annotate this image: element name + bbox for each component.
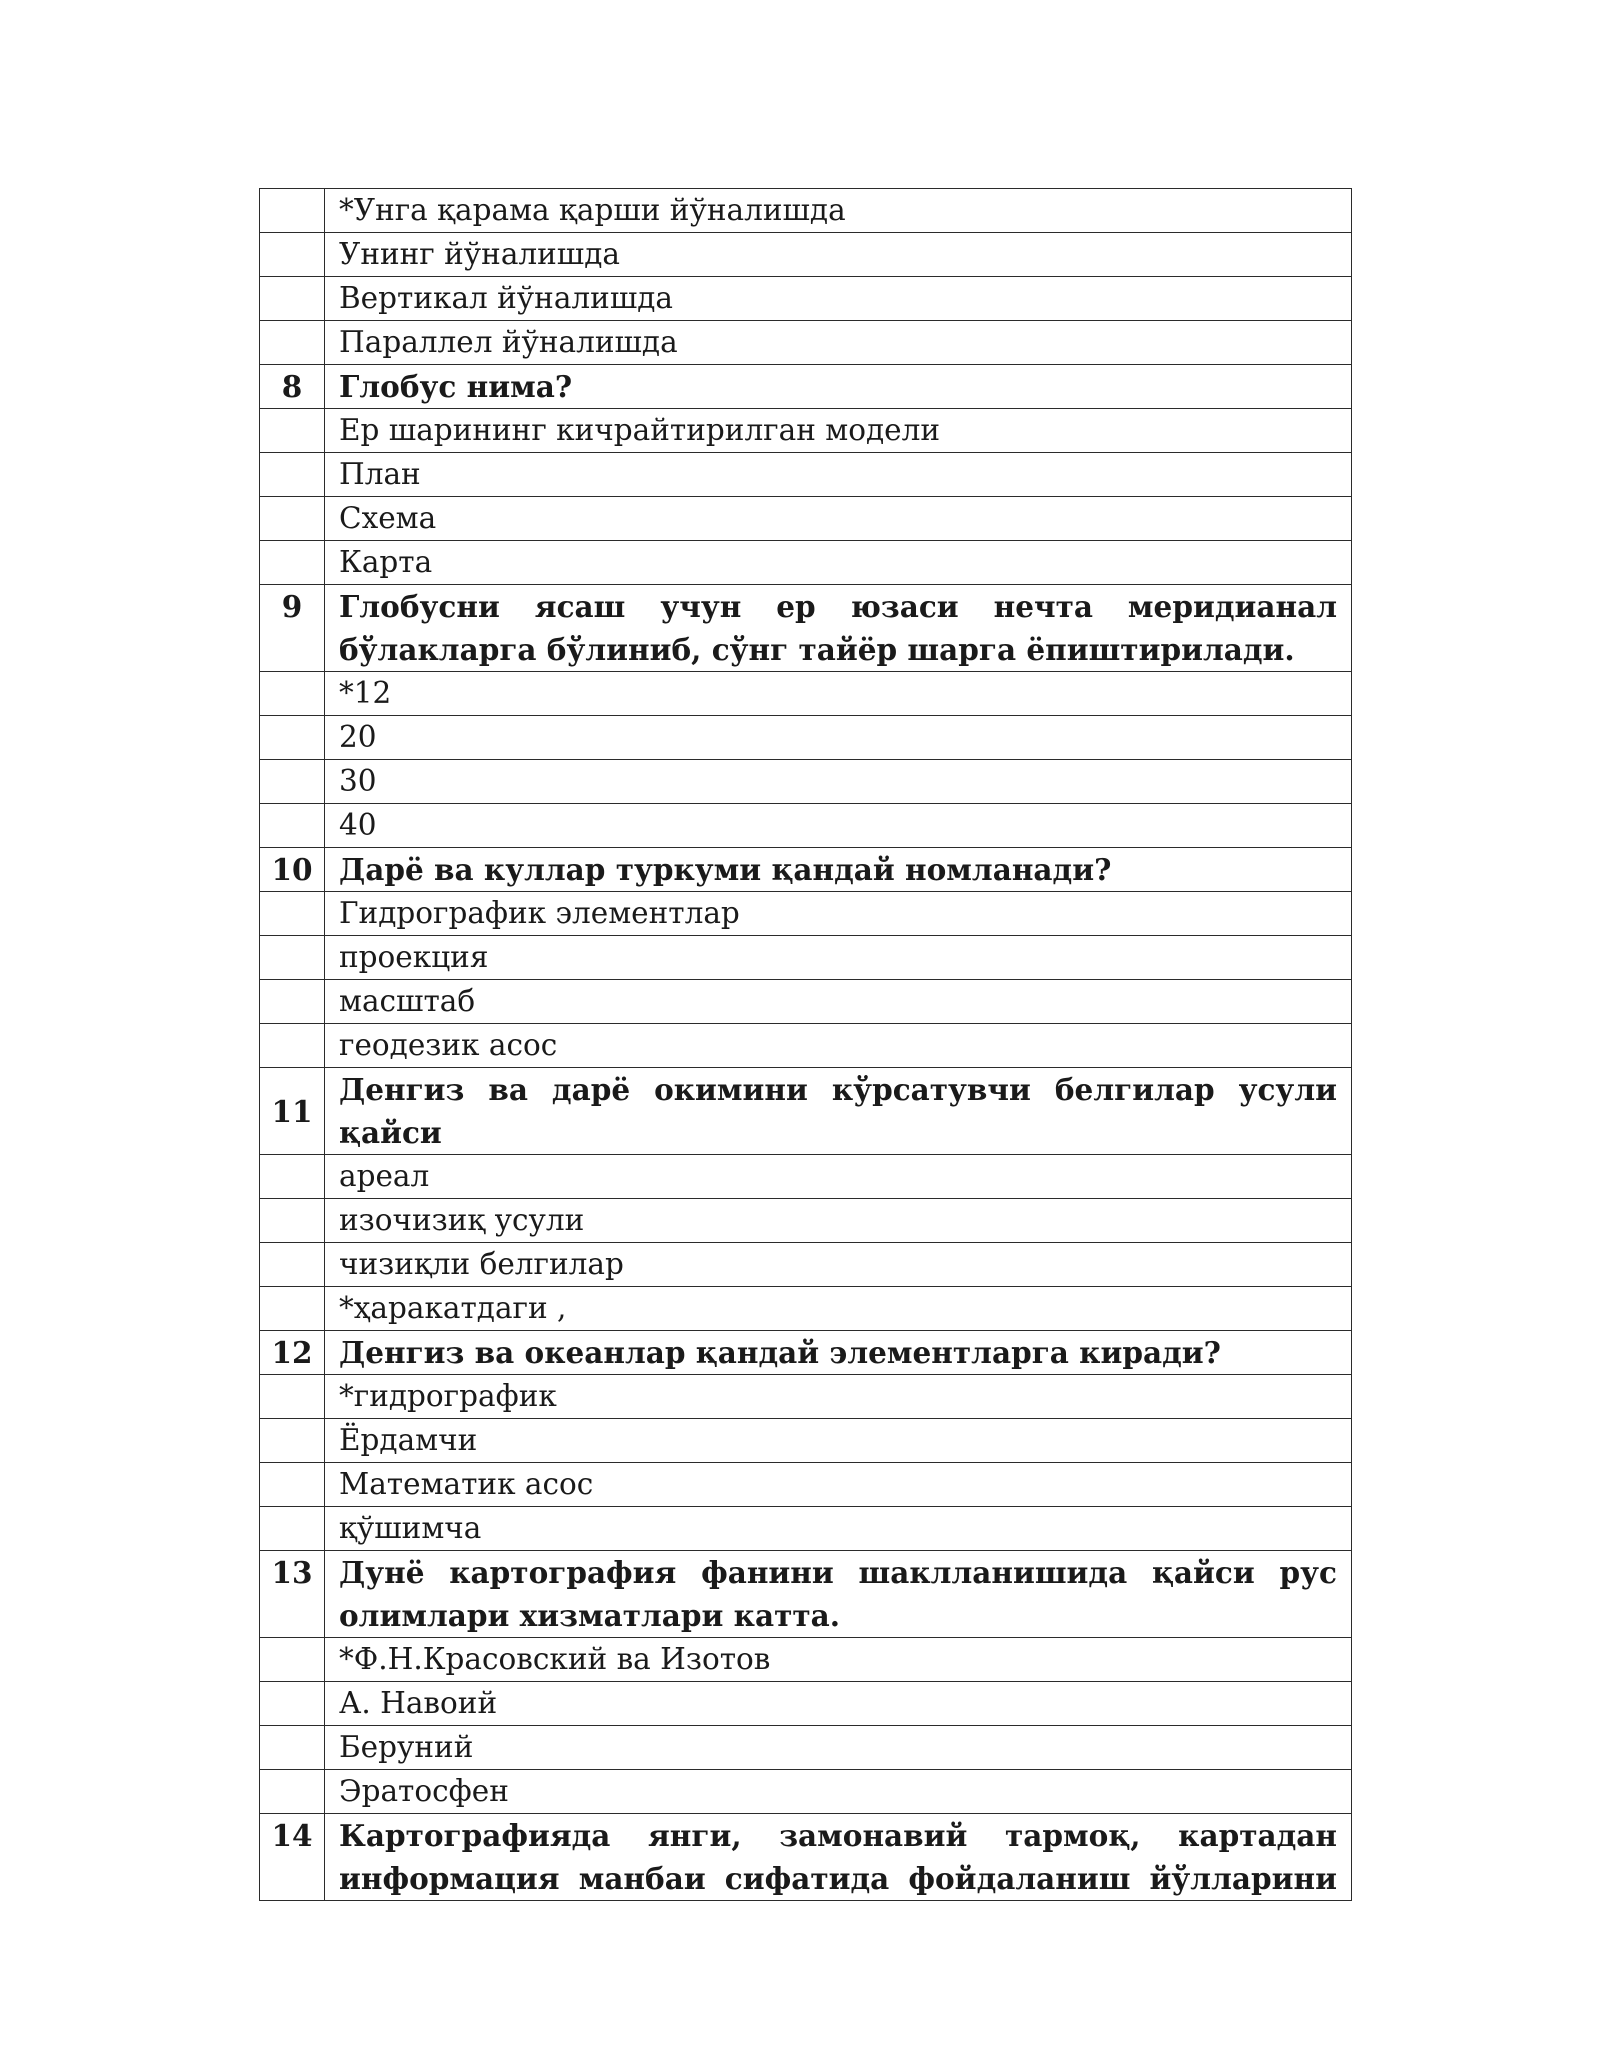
answer-option: А. Навоий (325, 1682, 1352, 1726)
question-number (260, 716, 325, 760)
question-text-line: Дунё картография фанини шаклланишида қайси рус (339, 1555, 1337, 1590)
answer-row (260, 541, 1352, 585)
answer-row (260, 1638, 1352, 1682)
answer-row (260, 1287, 1352, 1331)
question-number (260, 1243, 325, 1287)
answer-row (260, 1682, 1352, 1726)
answer-row (260, 936, 1352, 980)
answer-option: 30 (325, 760, 1352, 804)
question-text (325, 585, 1352, 672)
question-row (260, 848, 1352, 892)
answer-option: масштаб (325, 980, 1352, 1024)
question-row (260, 1068, 1352, 1155)
answer-row (260, 1419, 1352, 1463)
question-number (260, 1726, 325, 1770)
question-text: Дарё ва куллар туркуми қандай номланади? (325, 848, 1352, 892)
answer-option: Беруний (325, 1726, 1352, 1770)
answer-row (260, 321, 1352, 365)
answer-row (260, 1199, 1352, 1243)
question-number (260, 1024, 325, 1068)
question-number (260, 321, 325, 365)
answer-option: Вертикал йўналишда (325, 277, 1352, 321)
question-number (260, 1375, 325, 1419)
question-text: Денгиз ва океанлар қандай элементларга киради? (325, 1331, 1352, 1375)
question-number (260, 1682, 325, 1726)
answer-row (260, 1155, 1352, 1199)
question-number (260, 277, 325, 321)
question-number: 12 (260, 1331, 325, 1375)
question-number (260, 453, 325, 497)
question-number (260, 804, 325, 848)
question-number (260, 189, 325, 233)
question-number (260, 1287, 325, 1331)
question-text-line: Глобусни ясаш учун ер юзаси нечта меридианал (339, 589, 1337, 624)
answer-row (260, 1375, 1352, 1419)
question-number (260, 497, 325, 541)
question-number (260, 1419, 325, 1463)
question-number (260, 1507, 325, 1551)
answer-option: Ёрдамчи (325, 1419, 1352, 1463)
question-number (260, 1199, 325, 1243)
answer-option: Математик асос (325, 1463, 1352, 1507)
answer-row (260, 760, 1352, 804)
answer-option: Эратосфен (325, 1770, 1352, 1814)
question-number (260, 233, 325, 277)
answer-row (260, 1726, 1352, 1770)
question-text-line: информация манбаи сифатида фойдаланиш йўлларини (339, 1861, 1337, 1896)
question-number: 14 (260, 1814, 325, 1901)
answer-row (260, 189, 1352, 233)
answer-row (260, 672, 1352, 716)
answer-option: қўшимча (325, 1507, 1352, 1551)
answer-row (260, 980, 1352, 1024)
answer-row (260, 233, 1352, 277)
question-text: Глобус нима? (325, 365, 1352, 409)
answer-option: 40 (325, 804, 1352, 848)
answer-row (260, 1507, 1352, 1551)
question-text (325, 1814, 1352, 1901)
question-number: 11 (260, 1068, 325, 1155)
question-number (260, 1638, 325, 1682)
question-number (260, 936, 325, 980)
answer-row (260, 453, 1352, 497)
answer-option: План (325, 453, 1352, 497)
question-row (260, 1551, 1352, 1638)
answer-row (260, 1770, 1352, 1814)
answer-option: *гидрографик (325, 1375, 1352, 1419)
question-number (260, 672, 325, 716)
answer-row (260, 892, 1352, 936)
answer-option: 20 (325, 716, 1352, 760)
answer-option: *Ф.Н.Красовский ва Изотов (325, 1638, 1352, 1682)
answer-row (260, 1024, 1352, 1068)
answer-row (260, 1243, 1352, 1287)
answer-option: ареал (325, 1155, 1352, 1199)
answer-option: *Унга қарама қарши йўналишда (325, 189, 1352, 233)
question-number (260, 541, 325, 585)
question-text (325, 1551, 1352, 1638)
question-text-line: Картографияда янги, замонавий тармоқ, картадан (339, 1818, 1337, 1853)
question-text-line: олимлари хизматлари катта. (339, 1598, 841, 1633)
question-number (260, 1770, 325, 1814)
answer-option: изочизиқ усули (325, 1199, 1352, 1243)
question-number (260, 892, 325, 936)
answer-row (260, 804, 1352, 848)
answer-option: проекция (325, 936, 1352, 980)
question-text-line: бўлакларга бўлиниб, сўнг тайёр шарга ёпиштирилади. (339, 632, 1295, 667)
question-number (260, 760, 325, 804)
quiz-table (259, 188, 1352, 1901)
answer-row (260, 716, 1352, 760)
question-number (260, 1463, 325, 1507)
question-number: 13 (260, 1551, 325, 1638)
answer-option: Карта (325, 541, 1352, 585)
quiz-table-body (260, 189, 1352, 1901)
answer-option: Параллел йўналишда (325, 321, 1352, 365)
answer-option: геодезик асос (325, 1024, 1352, 1068)
question-number (260, 409, 325, 453)
question-number (260, 980, 325, 1024)
answer-option: Унинг йўналишда (325, 233, 1352, 277)
answer-row (260, 409, 1352, 453)
answer-row (260, 1463, 1352, 1507)
question-row (260, 365, 1352, 409)
question-number: 8 (260, 365, 325, 409)
question-number: 10 (260, 848, 325, 892)
answer-option: чизиқли белгилар (325, 1243, 1352, 1287)
question-row (260, 1814, 1352, 1901)
question-number: 9 (260, 585, 325, 672)
question-row (260, 1331, 1352, 1375)
question-number (260, 1155, 325, 1199)
answer-option: Схема (325, 497, 1352, 541)
answer-row (260, 497, 1352, 541)
answer-option: *12 (325, 672, 1352, 716)
question-text: Денгиз ва дарё окимини кўрсатувчи белгилар усули қайси (325, 1068, 1352, 1155)
question-row (260, 585, 1352, 672)
answer-row (260, 277, 1352, 321)
answer-option: Гидрографик элементлар (325, 892, 1352, 936)
answer-option: *ҳаракатдаги , (325, 1287, 1352, 1331)
answer-option: Ер шарининг кичрайтирилган модели (325, 409, 1352, 453)
